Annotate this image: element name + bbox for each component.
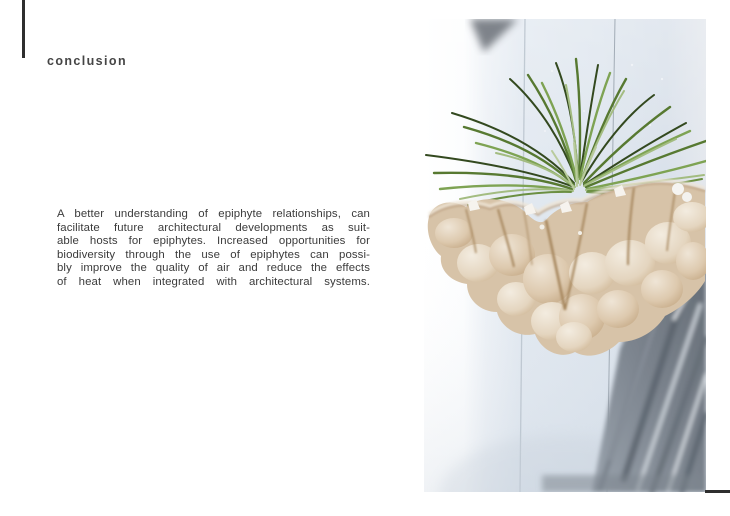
paragraph-line: bly improve the quality of air and reduce the effects <box>57 262 370 274</box>
paragraph-line: A better understanding of epiphyte relationships, can <box>57 208 370 220</box>
conclusion-paragraph <box>57 208 370 289</box>
page-title: conclusion <box>47 54 127 68</box>
top-left-rule <box>22 0 25 58</box>
bottom-right-rule <box>705 490 730 493</box>
paragraph-line: of heat when integrated with architectural systems. <box>57 275 370 288</box>
photo-airplant-planter <box>424 19 706 492</box>
paragraph-line: able hosts for epiphytes. Increased opportunities for <box>57 235 370 247</box>
paragraph-line: biodiversity through the use of epiphytes can possi- <box>57 248 370 261</box>
paragraph-line: facilitate future architectural developments as suit- <box>57 221 370 234</box>
